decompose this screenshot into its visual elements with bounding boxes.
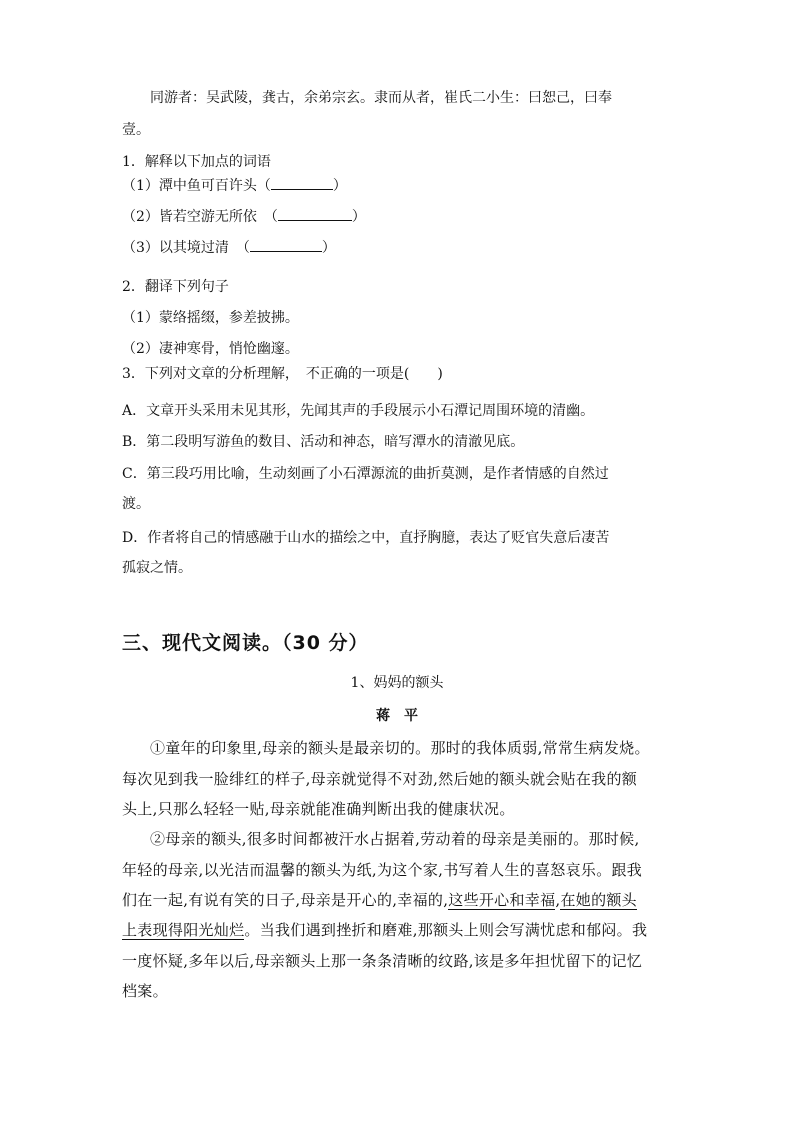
paragraph-2-line-4 (122, 921, 647, 939)
paragraph-2-line-5: 一度怀疑,多年以后,母亲额头上那一条条清晰的纹路,该是多年担忧留下的记忆 (122, 952, 643, 970)
question-3-option-d-line-2: 孤寂之情。 (122, 560, 192, 576)
question-1-item-3 (122, 239, 336, 257)
question-1-item-1 (122, 177, 347, 195)
question-3-option-c-line-1: C．第三段巧用比喻，生动刻画了小石潭源流的曲折莫测，是作者情感的自然过 (122, 466, 609, 482)
question-2-item-1: （1）蒙络摇缀，参差披拂。 (122, 310, 299, 326)
question-2-title: 2．翻译下列句子 (122, 279, 229, 295)
question-3-option-a: A．文章开头采用未见其形，先闻其声的手段展示小石潭记周围环境的清幽。 (122, 403, 595, 419)
paragraph-2-line-2: 年轻的母亲,以光洁而温馨的额头为纸,为这个家,书写着人生的喜怒哀乐。跟我 (122, 861, 643, 879)
text-segment: , (555, 891, 561, 909)
item-prefix: （3）以其境过清 （ (122, 240, 250, 256)
item-prefix: （1）潭中鱼可百许头（ (122, 178, 271, 194)
section-heading: 三、现代文阅读。（30 分） (122, 632, 369, 654)
question-3-option-c-line-2: 渡。 (122, 496, 150, 512)
item-suffix: ） (332, 178, 347, 194)
paragraph-2-line-6: 档案。 (122, 982, 168, 1000)
item-prefix: （2）皆若空游无所依 （ (122, 209, 278, 225)
question-1-title: 1．解释以下加点的词语 (122, 154, 271, 170)
paragraph-1-line-3: 头上,只那么轻轻一贴,母亲就能准确判断出我的健康状况。 (122, 800, 515, 818)
paragraph-1-line-2: 每次见到我一脸绯红的样子,母亲就觉得不对劲,然后她的额头就会贴在我的额 (122, 770, 638, 788)
answer-blank[interactable] (278, 208, 352, 221)
classical-line-2: 壹。 (122, 122, 150, 138)
underlined-phrase: 在她的额头 (560, 891, 637, 909)
question-3-title: 3．下列对文章的分析理解， 不正确的一项是( ) (122, 366, 443, 382)
answer-blank[interactable] (271, 177, 333, 190)
question-3-option-b: B．第二段明写游鱼的数目、活动和神态，暗写潭水的清澈见底。 (122, 434, 525, 450)
article-title: 1、妈妈的额头 (350, 675, 444, 691)
item-suffix: ） (321, 240, 336, 256)
question-2-item-2: （2）凄神寒骨，悄怆幽邃。 (122, 341, 299, 357)
paragraph-1-line-1: ①童年的印象里,母亲的额头是最亲切的。那时的我体质弱,常常生病发烧。 (150, 739, 650, 757)
text-segment: 们在一起,有说有笑的日子,母亲是开心的,幸福的, (122, 891, 449, 909)
paragraph-2-line-1: ②母亲的额头,很多时间都被汗水占据着,劳动着的母亲是美丽的。那时候, (150, 830, 640, 848)
underlined-phrase: 上表现得阳光灿烂 (122, 921, 245, 939)
question-3-option-d-line-1: D．作者将自己的情感融于山水的描绘之中，直抒胸臆，表达了贬官失意后凄苦 (122, 530, 610, 546)
paragraph-2-line-3 (122, 891, 637, 909)
answer-blank[interactable] (250, 239, 322, 252)
text-segment: 。当我们遇到挫折和磨难,那额头上则会写满忧虑和郁闷。我 (244, 921, 648, 939)
article-author: 蒋 平 (376, 708, 418, 724)
question-1-item-2 (122, 208, 366, 226)
classical-line-1: 同游者：吴武陵，龚古，余弟宗玄。隶而从者，崔氏二小生：曰恕己，曰奉 (150, 90, 612, 106)
underlined-phrase: 这些开心和幸福 (448, 891, 556, 909)
item-suffix: ） (351, 209, 366, 225)
